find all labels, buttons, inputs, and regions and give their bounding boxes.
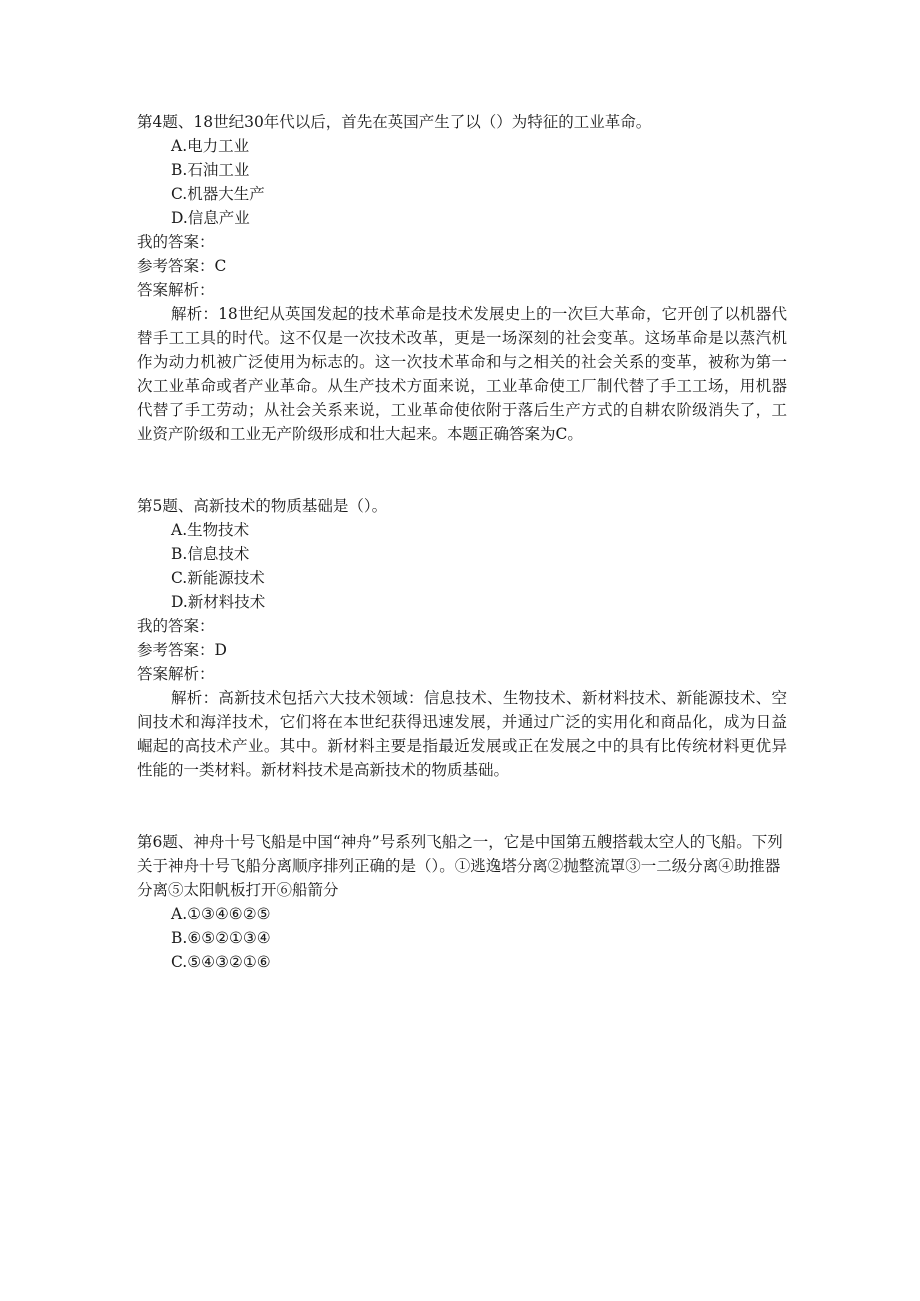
option-a: A.电力工业 — [171, 137, 250, 155]
analysis-label: 答案解析： — [137, 281, 215, 299]
option-c: C.机器大生产 — [171, 185, 265, 203]
question-stem: 第5题、高新技术的物质基础是（）。 — [137, 497, 388, 515]
option-c: C.新能源技术 — [171, 569, 265, 587]
reference-answer: 参考答案：D — [137, 641, 227, 659]
reference-answer: 参考答案：C — [137, 257, 227, 275]
option-list — [137, 134, 787, 230]
question-6 — [137, 830, 787, 974]
option-d: D.新材料技术 — [171, 593, 266, 611]
question-stem: 第6题、神舟十号飞船是中国“神舟”号系列飞船之一，它是中国第五艘搭载太空人的飞船。下列关于神舟十号飞船分离顺序排列正确的是（）。①逃逸塔分离②抛整流罩③一二级分离④助推器分离⑤太阳帆板打开⑥船箭分 — [137, 833, 783, 899]
option-list — [137, 902, 787, 974]
option-a: A.生物技术 — [171, 521, 250, 539]
analysis-text: 解析：18世纪从英国发起的技术革命是技术发展史上的一次巨大革命，它开创了以机器代替手工工具的时代。这不仅是一次技术改革，更是一场深刻的社会变革。这场革命是以蒸汽机作为动力机被广泛使用为标志的。这一次技术革命和与之相关的社会关系的变革，被称为第一次工业革命或者产业革命。从生产技术方面来说，工业革命使工厂制代替了手工工场，用机器代替了手工劳动；从社会关系来说，工业革命使依附于落后生产方式的自耕农阶级消失了，工业资产阶级和工业无产阶级形成和壮大起来。本题正确答案为C。 — [137, 305, 787, 443]
question-4 — [137, 110, 787, 446]
question-stem: 第4题、18世纪30年代以后，首先在英国产生了以（）为特征的工业革命。 — [137, 113, 652, 131]
my-answer-label: 我的答案： — [137, 233, 215, 251]
my-answer-label: 我的答案： — [137, 617, 215, 635]
option-a: A.①③④⑥②⑤ — [171, 905, 271, 923]
option-b: B.信息技术 — [171, 545, 250, 563]
analysis-text: 解析：高新技术包括六大技术领域：信息技术、生物技术、新材料技术、新能源技术、空间技术和海洋技术，它们将在本世纪获得迅速发展，并通过广泛的实用化和商品化，成为日益崛起的高技术产业。其中。新材料主要是指最近发展或正在发展之中的具有比传统材料更优异性能的一类材料。新材料技术是高新技术的物质基础。 — [137, 689, 787, 779]
option-list — [137, 518, 787, 614]
option-b: B.石油工业 — [171, 161, 250, 179]
option-b: B.⑥⑤②①③④ — [171, 929, 271, 947]
analysis-label: 答案解析： — [137, 665, 215, 683]
option-d: D.信息产业 — [171, 209, 250, 227]
option-c: C.⑤④③②①⑥ — [171, 953, 271, 971]
question-5 — [137, 494, 787, 782]
